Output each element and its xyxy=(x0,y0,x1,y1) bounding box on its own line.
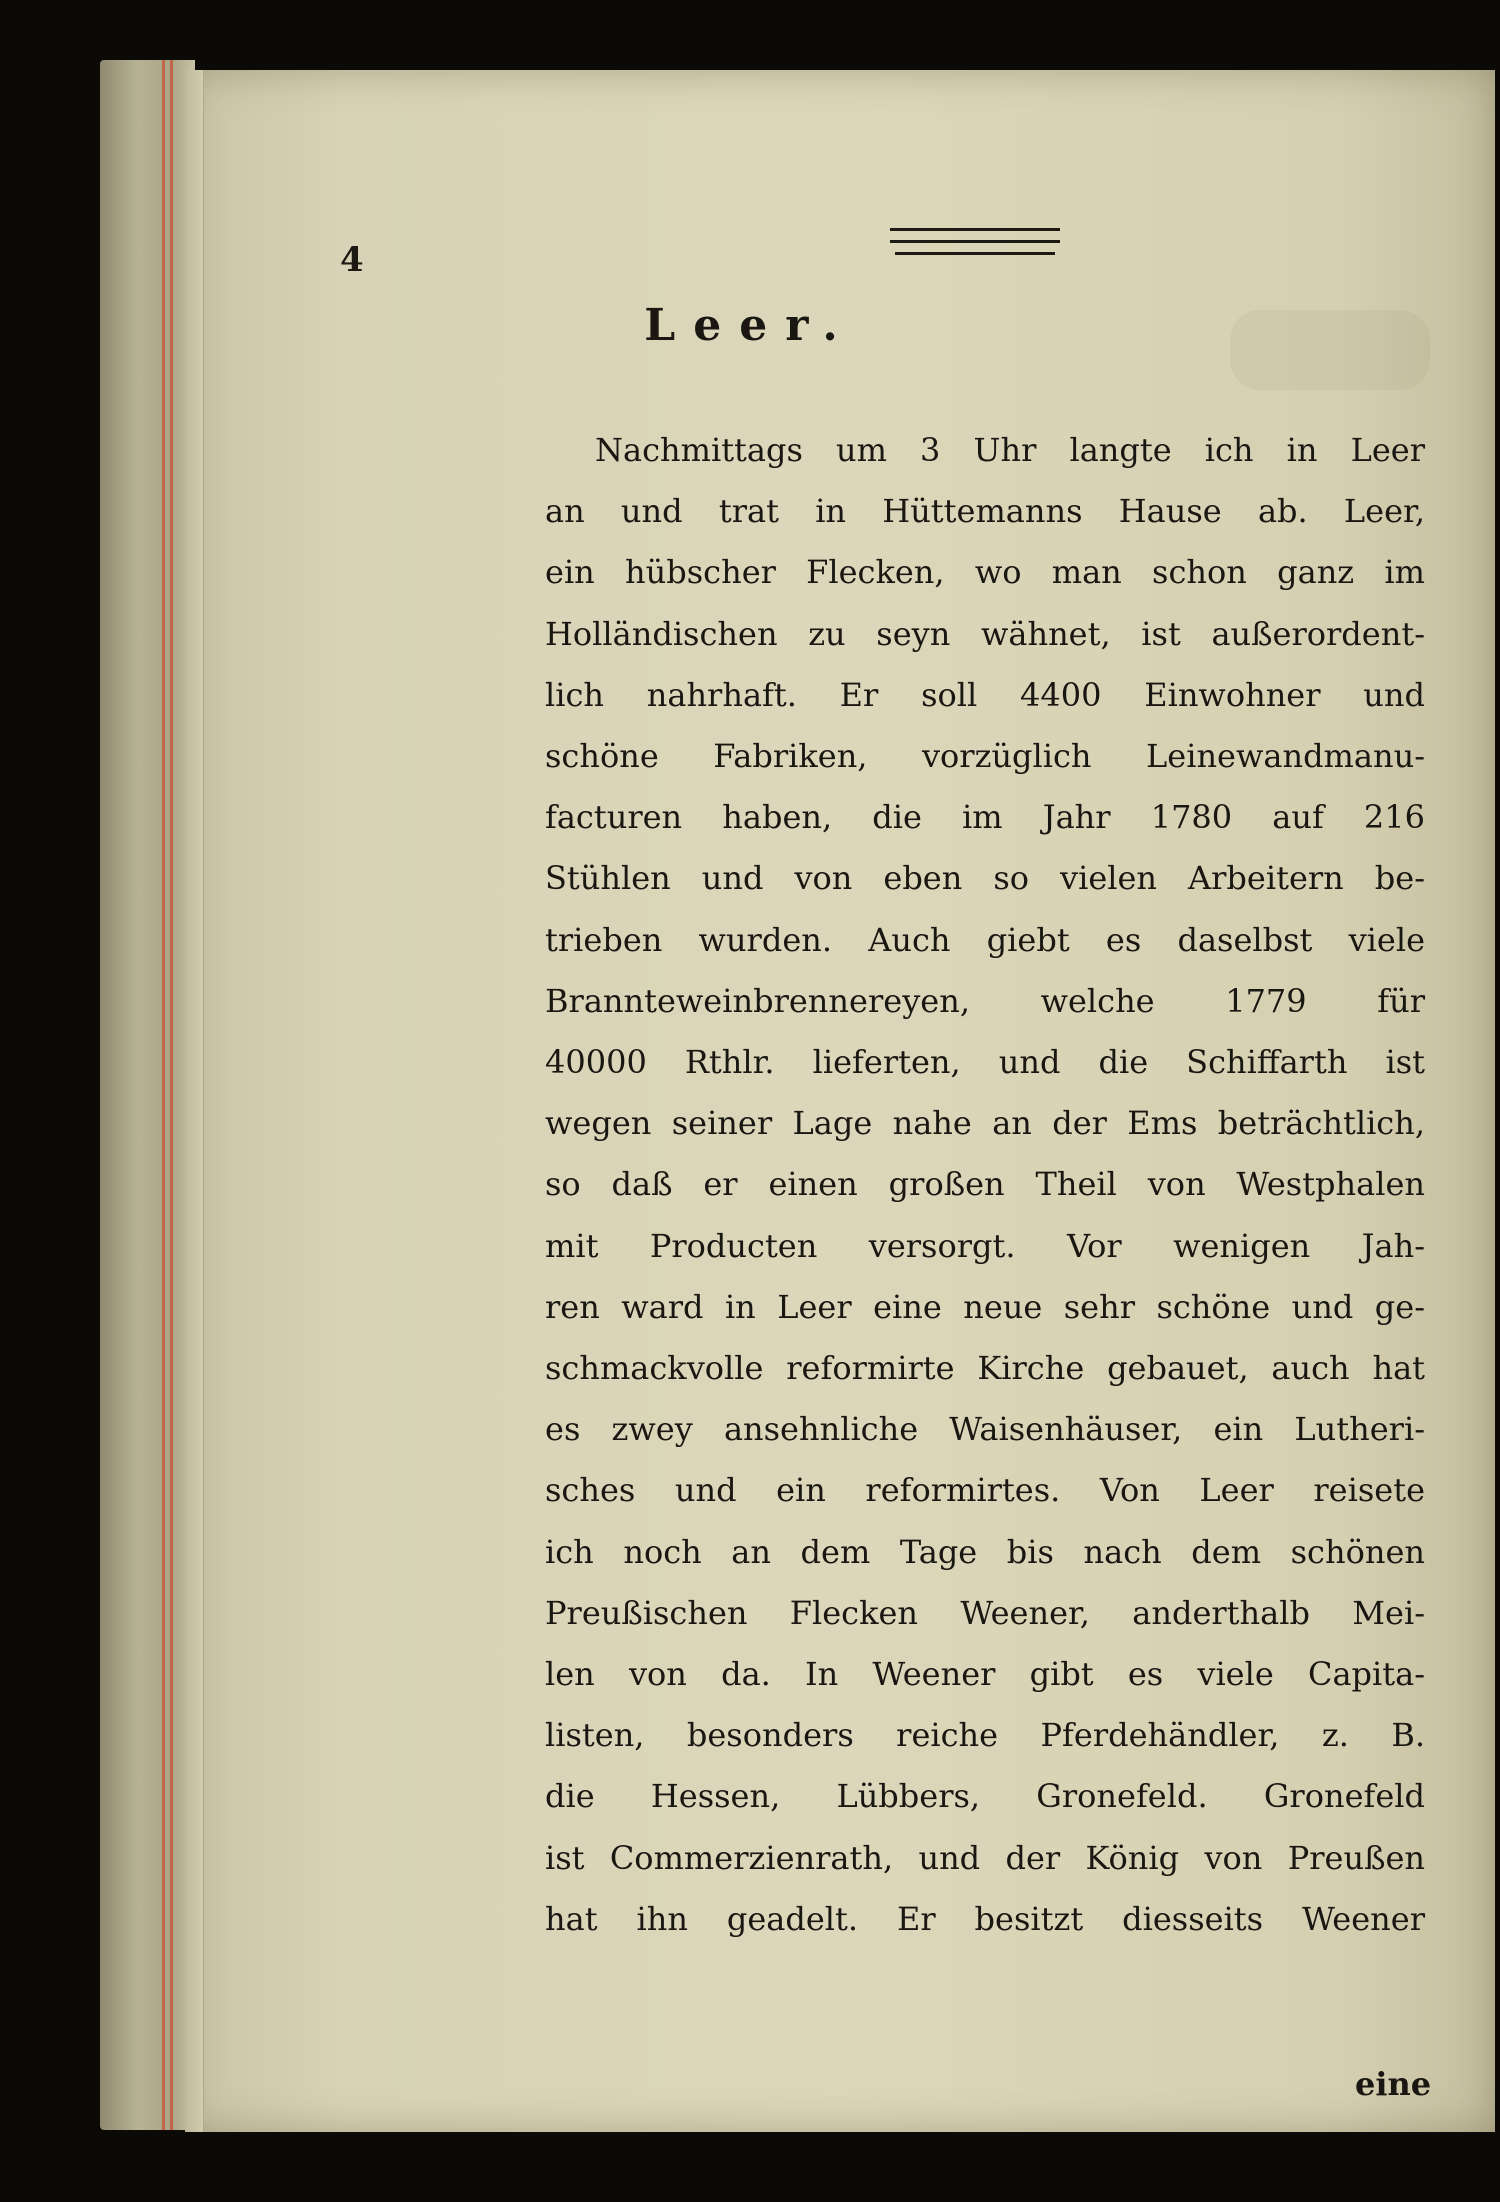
text-line: schmackvolle reformirte Kirche gebauet, auch hat xyxy=(545,1349,1425,1388)
text-line: ist Commerzienrath, und der König von Preußen xyxy=(545,1838,1425,1877)
text-line: Preußischen Flecken Weener, anderthalb Mei- xyxy=(545,1593,1425,1632)
cover-edge-stripe xyxy=(162,60,165,2130)
text-line: Holländischen zu seyn wähnet, ist außerordent- xyxy=(545,614,1425,653)
text-line: so daß er einen großen Theil von Westphalen xyxy=(545,1165,1425,1204)
text-line: Brannteweinbrennereyen, welche 1779 für xyxy=(545,981,1425,1020)
body-text xyxy=(545,420,1425,1950)
text-line: hat ihn geadelt. Er besitzt diesseits Weener xyxy=(545,1899,1425,1938)
text-line: an und trat in Hüttemanns Hause ab. Leer, xyxy=(545,492,1425,531)
header-rule-top xyxy=(890,228,1060,231)
page-gutter xyxy=(185,70,204,2132)
text-line: ren ward in Leer eine neue sehr schöne und ge- xyxy=(545,1287,1425,1326)
book-cover xyxy=(100,60,195,2130)
header-rule-middle xyxy=(890,240,1060,243)
text-line: ich noch an dem Tage bis nach dem schönen xyxy=(545,1532,1425,1571)
section-heading: Leer. xyxy=(644,300,856,351)
text-line: schöne Fabriken, vorzüglich Leinewandmanu- xyxy=(545,737,1425,776)
header-rule-bottom xyxy=(895,252,1055,255)
text-line: Stühlen und von eben so vielen Arbeitern be- xyxy=(545,859,1425,898)
text-line: len von da. In Weener gibt es viele Capita- xyxy=(545,1655,1425,1694)
text-line: Nachmittags um 3 Uhr langte ich in Leer xyxy=(595,431,1425,469)
text-line: facturen haben, die im Jahr 1780 auf 216 xyxy=(545,798,1425,837)
page-number: 4 xyxy=(340,240,364,280)
text-line: ein hübscher Flecken, wo man schon ganz im xyxy=(545,553,1425,592)
text-line: 40000 Rthlr. lieferten, und die Schiffarth ist xyxy=(545,1043,1425,1082)
text-line: wegen seiner Lage nahe an der Ems beträchtlich, xyxy=(545,1104,1425,1143)
text-line: es zwey ansehnliche Waisenhäuser, ein Lutheri- xyxy=(545,1410,1425,1449)
text-line: sches und ein reformirtes. Von Leer reisete xyxy=(545,1471,1425,1510)
text-line: listen, besonders reiche Pferdehändler, z. B. xyxy=(545,1716,1425,1755)
catchword: eine xyxy=(1355,2065,1432,2103)
text-line: mit Producten versorgt. Vor wenigen Jah- xyxy=(545,1226,1425,1265)
text-line: trieben wurden. Auch giebt es daselbst viele xyxy=(545,920,1425,959)
text-line: lich nahrhaft. Er soll 4400 Einwohner und xyxy=(545,675,1425,714)
text-line: die Hessen, Lübbers, Gronefeld. Gronefeld xyxy=(545,1777,1425,1816)
cover-edge-stripe xyxy=(170,60,173,2130)
